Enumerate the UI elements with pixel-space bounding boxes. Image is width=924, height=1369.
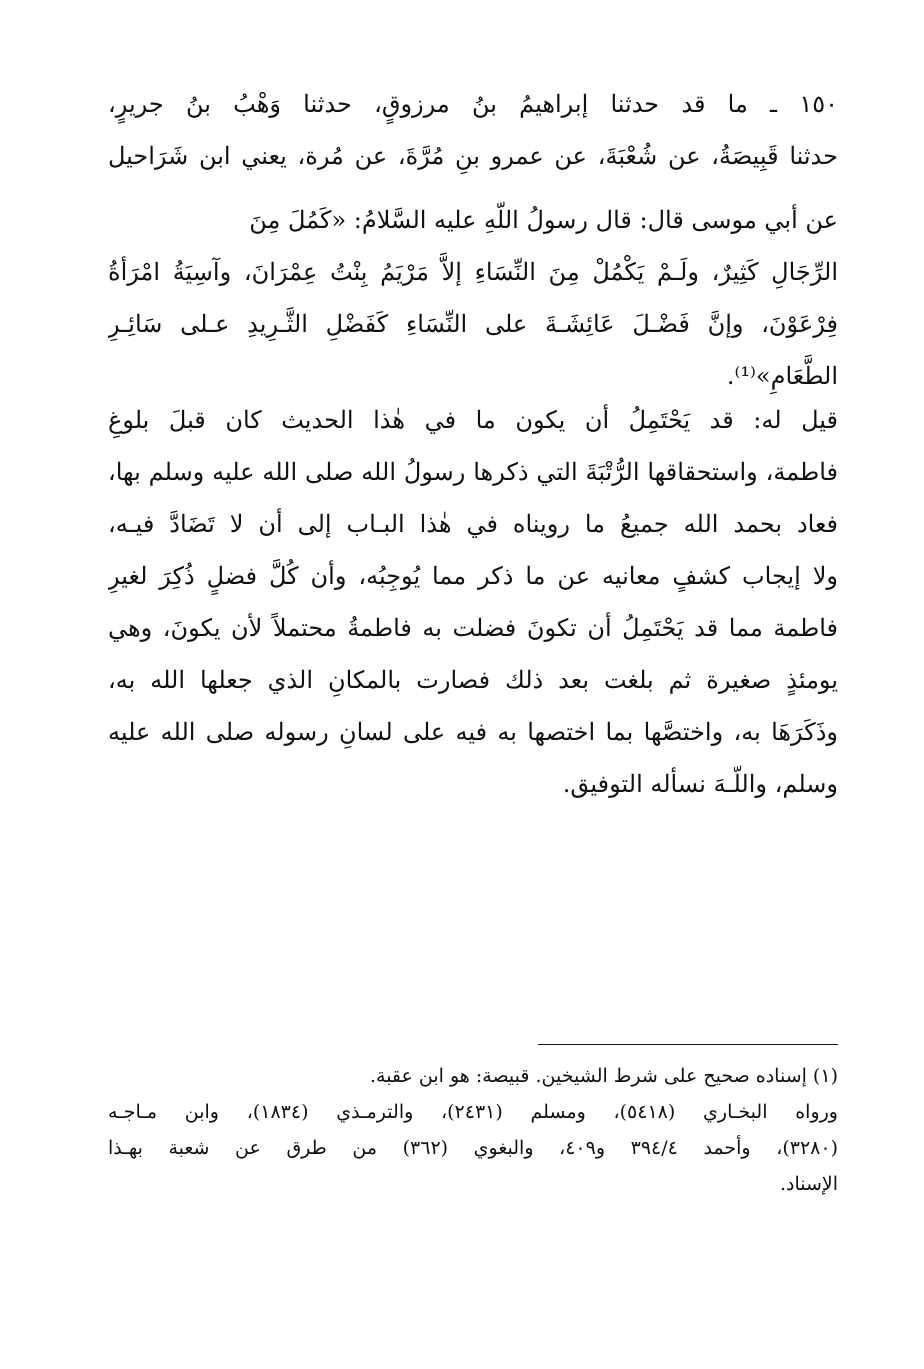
paragraph-gap xyxy=(108,186,838,198)
footnote-line: (٣٢٨٠)، وأحمد ٣٩٤/٤ و٤٠٩، والبغوي (٣٦٢) من طرق عن شعبة بهـذا xyxy=(108,1137,838,1159)
commentary-line: قيل له: قد يَحْتَمِلُ أن يكون ما في هٰذا الحديث كان قبلَ بلوغِ xyxy=(108,406,838,434)
footnote xyxy=(108,1058,838,1202)
commentary-paragraph xyxy=(108,398,838,814)
hadith-line: عن أبي موسى قال: قال رسولُ اللّهِ عليه السَّلامُ: «كَمُلَ مِنَ xyxy=(249,206,838,234)
footnote-line: الإسناد. xyxy=(779,1173,838,1195)
commentary-line: فاطمة مما قد يَحْتَمِلُ أن تكونَ فضلت به فاطمةُ محتملاً لأن يكونَ، وهي xyxy=(108,614,838,642)
commentary-line: يومئذٍ صغيرة ثم بلغت بعد ذلك فصارت بالمكانِ الذي جعلها الله به، xyxy=(108,666,838,694)
hadith-line: ١٥٠ ـ ما قد حدثنا إبراهيمُ بنُ مرزوقٍ، حدثنا وَهْبُ بنُ جريرٍ، xyxy=(108,90,838,118)
hadith-line: الرِّجَالِ كَثِيرٌ، ولَـمْ يَكْمُلْ مِنَ النِّسَاءِ إلاَّ مَرْيَمُ بِنْتُ عِمْرَانَ، وآسِيَةُ امْرَأةُ xyxy=(108,258,838,286)
footnote-line: (١) إسناده صحيح على شرط الشيخين. قبيصة: هو ابن عقبة. xyxy=(369,1065,838,1087)
commentary-line: فاطمة، واستحقاقها الرُّتْبَةَ التي ذكرها رسولُ الله صلى الله عليه وسلم بها، xyxy=(108,458,838,486)
commentary-line: ولا إيجاب كشفٍ معانيه عن ما ذكر مما يُوجِبُه، وأن كُلَّ فضلٍ ذُكِرَ لغيرِ xyxy=(108,562,838,590)
hadith-line: الطَّعَامِ»⁽¹⁾. xyxy=(726,362,838,390)
commentary-line: وذَكَرَهَا به، واختصَّها بما اختصها به فيه على لسانِ رسوله صلى الله عليه xyxy=(108,718,838,746)
commentary-line: فعاد بحمد الله جميعُ ما رويناه في هٰذا البـاب إلى أن لا تَضَادَّ فيـه، xyxy=(108,510,838,538)
footnote-separator xyxy=(538,1044,838,1045)
hadith-paragraph xyxy=(108,82,838,406)
hadith-line: حدثنا قَبِيصَةُ، عن شُعْبَةَ، عن عمرو بنِ مُرَّةَ، عن مُرة، يعني ابن شَرَاحيل xyxy=(108,142,838,170)
commentary-line: وسلم، واللّـهَ نسأله التوفيق. xyxy=(562,770,838,798)
footnote-line: ورواه البخـاري (٥٤١٨)، ومسلم (٢٤٣١)، والترمـذي (١٨٣٤)، وابن مـاجـه xyxy=(108,1101,838,1123)
hadith-line: فِرْعَوْنَ، وإنَّ فَضْـلَ عَائِشَـةَ على النِّسَاءِ كَفَضْلِ الثَّـرِيدِ عـلى سَائِـرِ xyxy=(108,310,838,338)
